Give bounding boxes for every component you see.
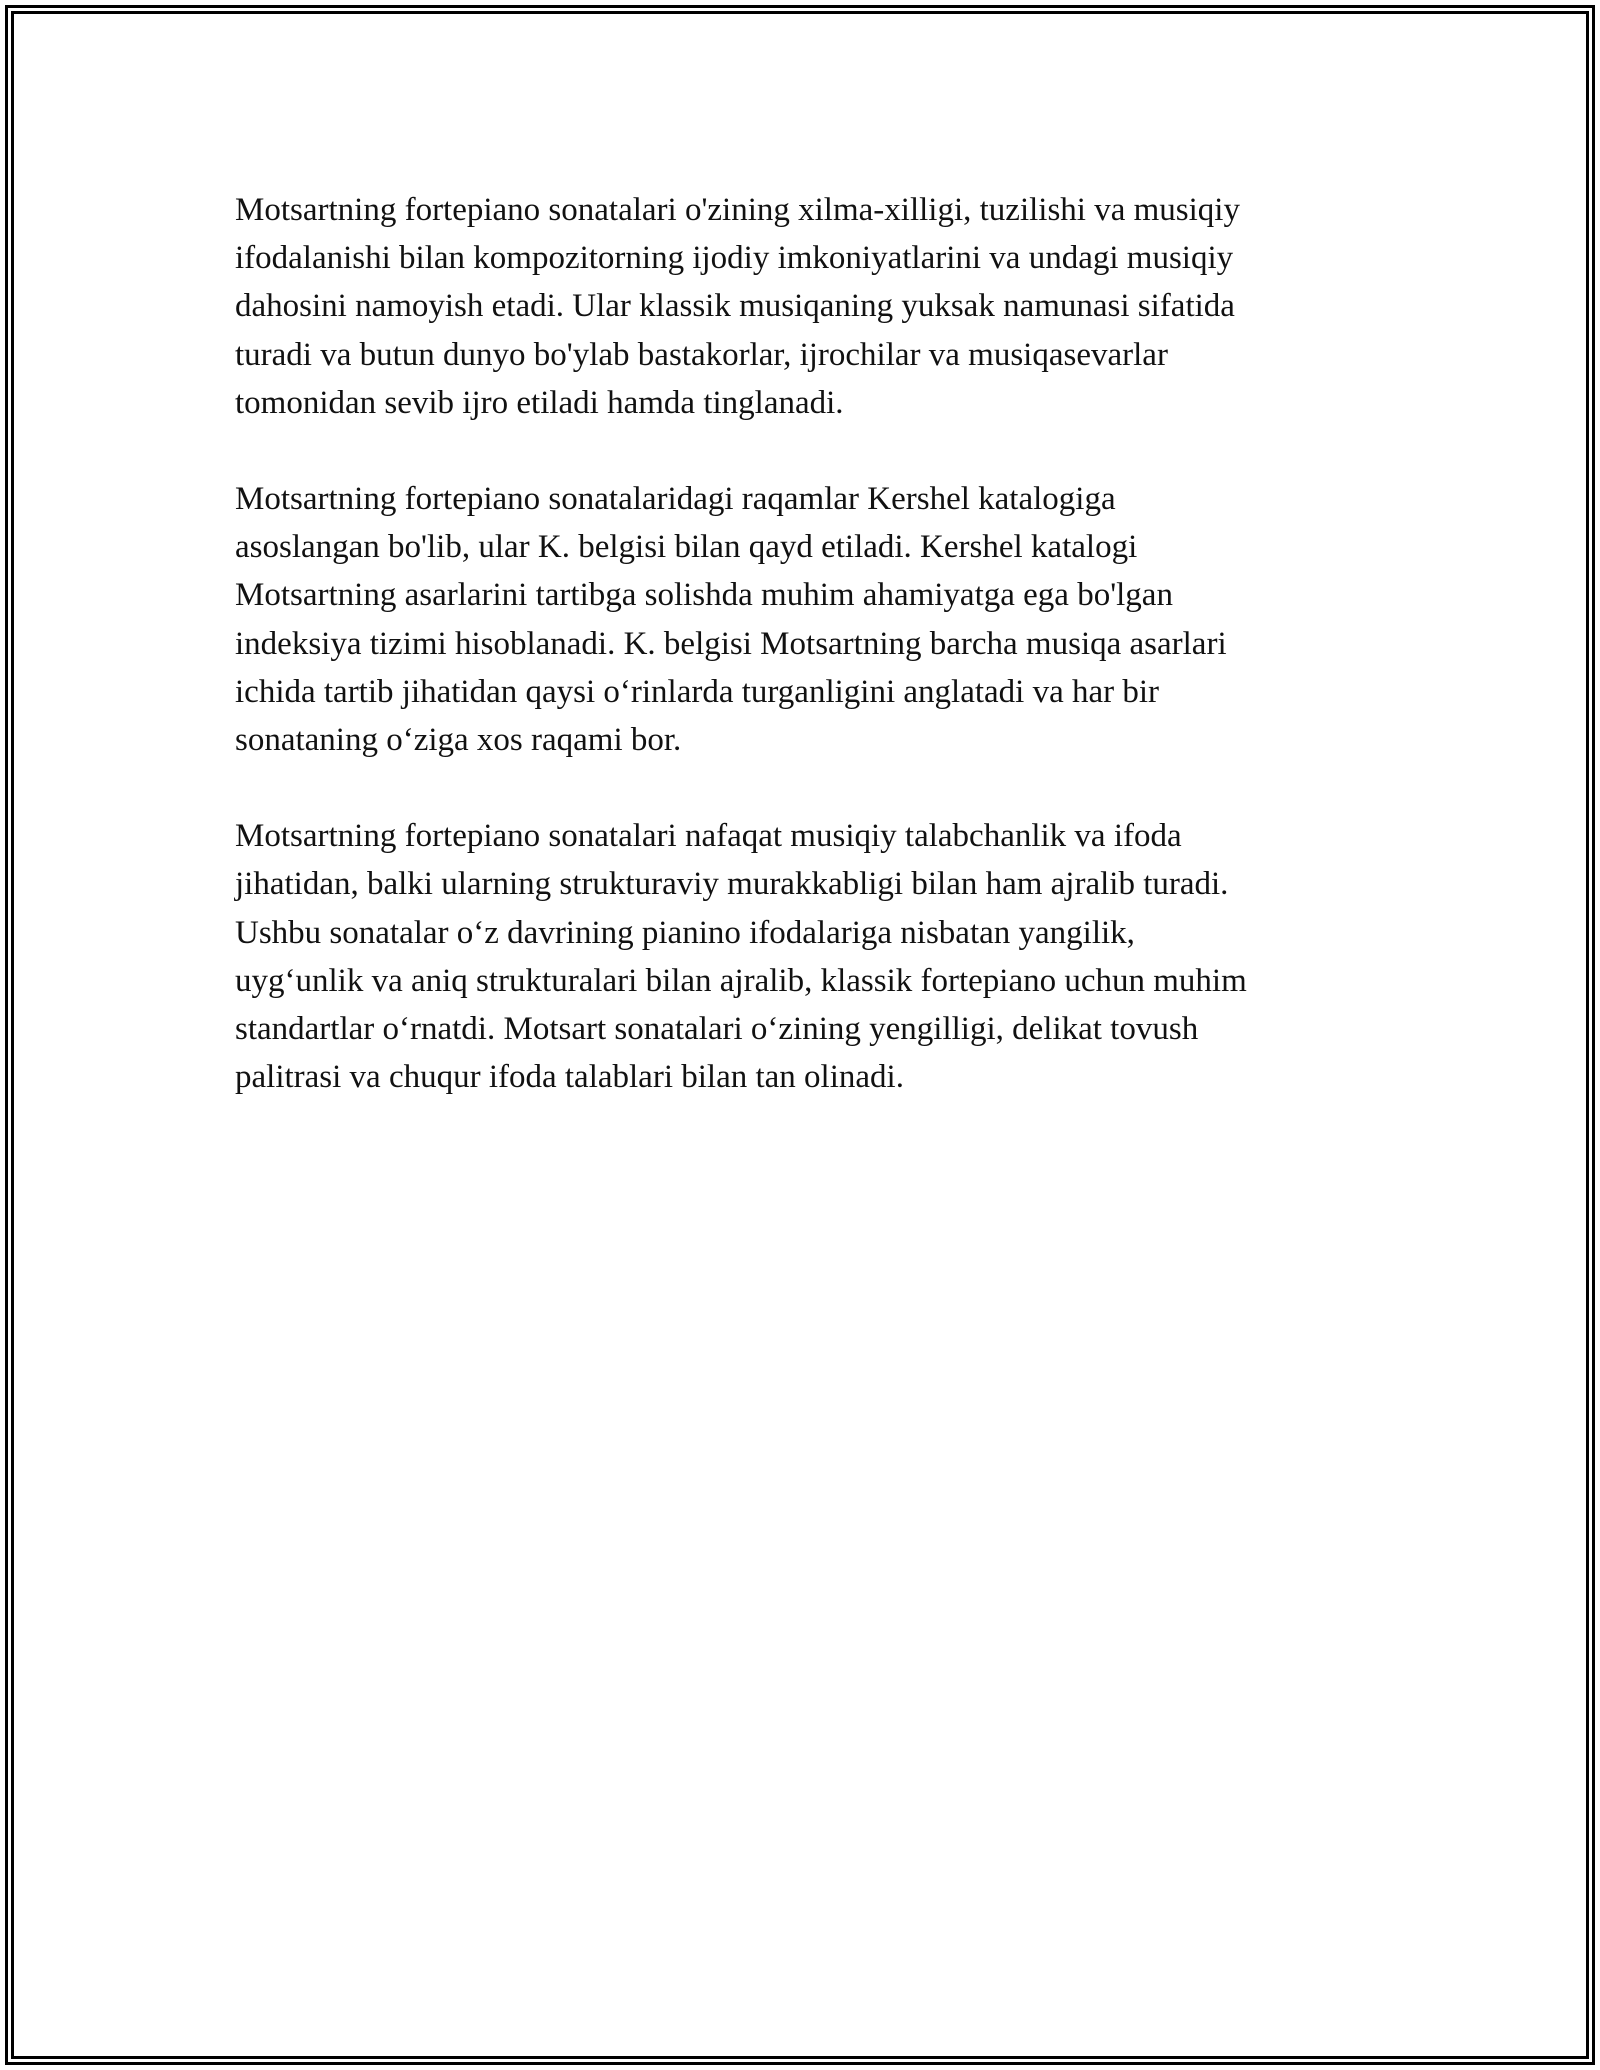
paragraph-line: uyg‘unlik va aniq strukturalari bilan ajralib, klassik fortepiano uchun muhim [235,962,1247,999]
paragraph-line: ichida tartib jihatidan qaysi o‘rinlarda turganligini anglatadi va har bir [235,673,1160,710]
paragraph-line: standartlar o‘rnatdi. Motsart sonatalari o‘zining yengilligi, delikat tovush [235,1011,1199,1048]
paragraph-line: Motsartning fortepiano sonatalari o'zining xilma-xilligi, tuzilishi va musiqiy [235,192,1240,228]
paragraph-line: jihatidan, balki ularning strukturaviy murakkabligi bilan ham ajralib turadi. [235,866,1229,903]
paragraph-3 [235,812,1365,1101]
paragraph-line: dahosini namoyish etadi. Ular klassik musiqaning yuksak namunasi sifatida [235,288,1235,325]
paragraph-line: tomonidan sevib ijro etiladi hamda tinglanadi. [235,384,844,421]
paragraph-line: sonataning o‘ziga xos raqami bor. [235,722,682,759]
paragraph-line: Ushbu sonatalar o‘z davrining pianino ifodalariga nisbatan yangilik, [235,914,1135,951]
paragraph-line: Motsartning fortepiano sonatalaridagi raqamlar Kershel katalogiga [235,481,1116,518]
paragraph-line: ifodalanishi bilan kompozitorning ijodiy imkoniyatlarini va undagi musiqiy [235,240,1234,277]
paragraph-line: Motsartning fortepiano sonatalari nafaqat musiqiy talabchanlik va ifoda [235,818,1182,855]
paragraph-line: palitrasi va chuqur ifoda talablari bilan tan olinadi. [235,1059,904,1096]
paragraph-line: indeksiya tizimi hisoblanadi. K. belgisi Motsartning barcha musiqa asarlari [235,625,1227,662]
paragraph-line: asoslangan bo'lib, ular K. belgisi bilan qayd etiladi. Kershel katalogi [235,529,1138,566]
paragraph-line: Motsartning asarlarini tartibga solishda muhim ahamiyatga ega bo'lgan [235,577,1173,614]
paragraph-line: turadi va butun dunyo bo'ylab bastakorlar, ijrochilar va musiqasevarlar [235,336,1168,373]
paragraph-2 [235,475,1365,764]
document-body [235,186,1365,1149]
paragraph-1 [235,186,1365,427]
